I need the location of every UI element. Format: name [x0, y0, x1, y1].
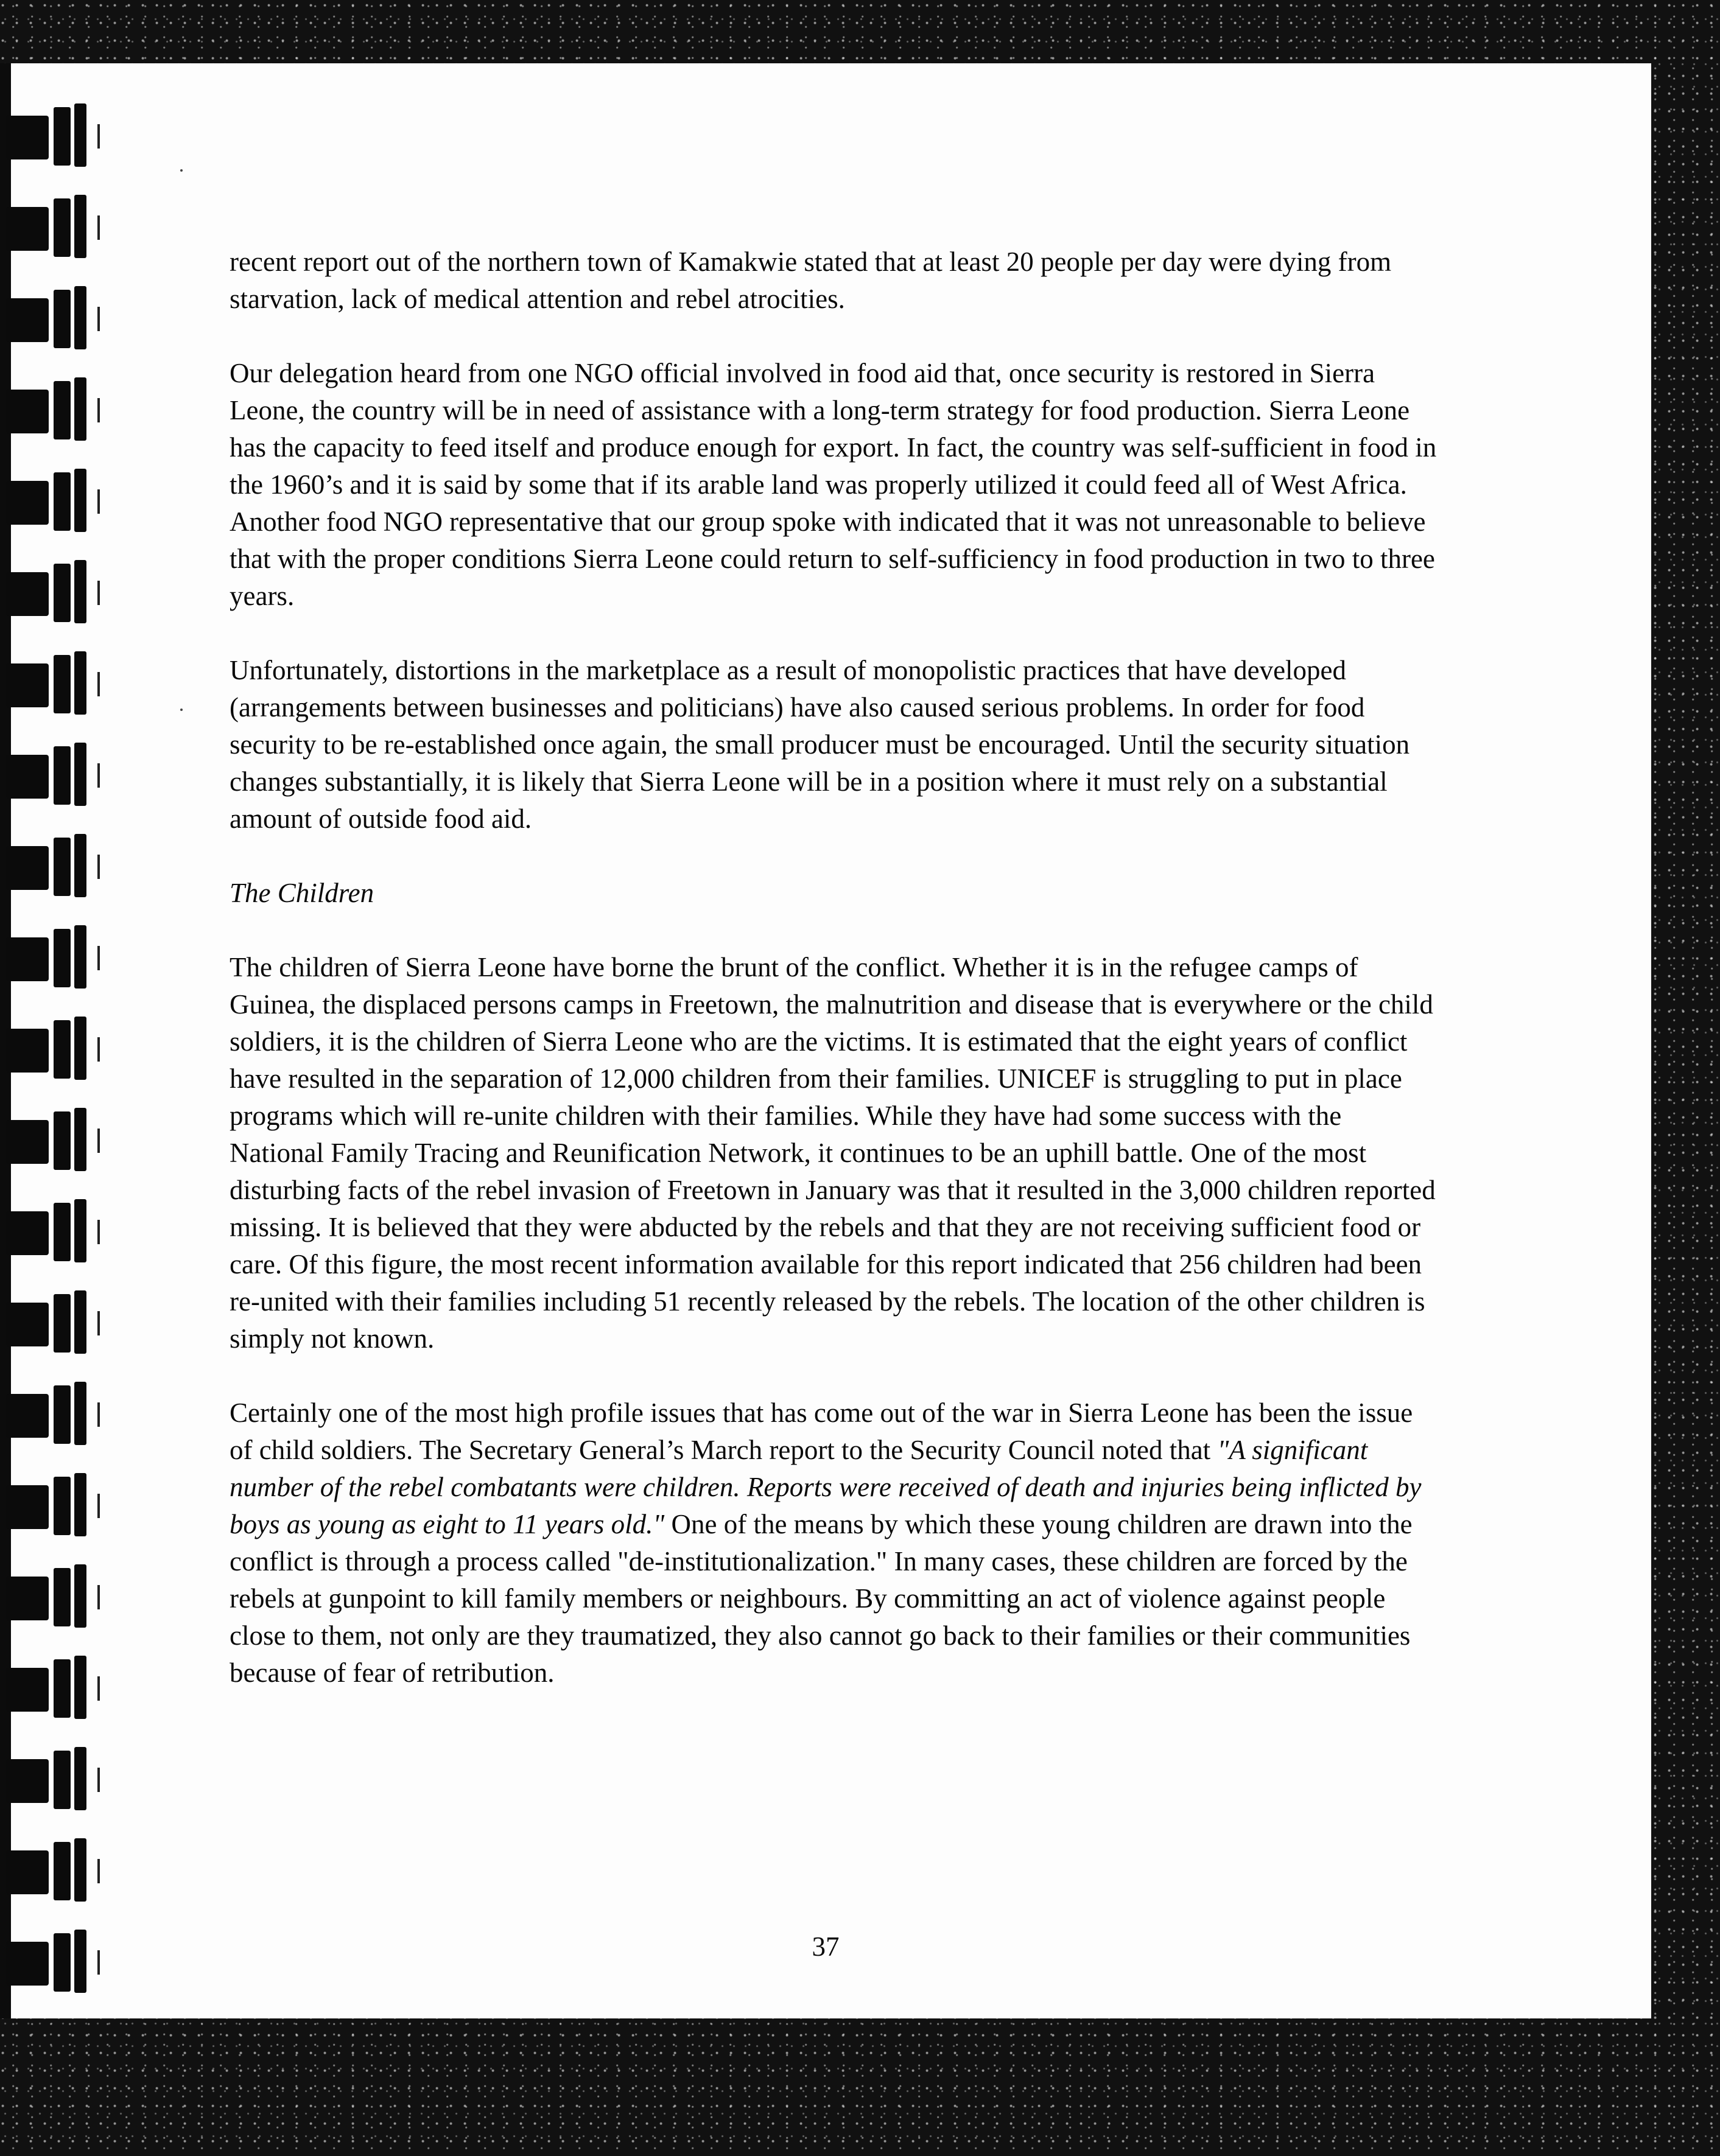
binding-ring-part: [97, 1311, 100, 1335]
binding-ring-part: [97, 672, 100, 696]
binding-ring-part: [97, 1950, 100, 1975]
binding-ring-part: [97, 763, 100, 788]
binding-ring-part: [54, 746, 71, 805]
binding-ring-part: [54, 1294, 71, 1353]
binding-ring-part: [74, 1290, 86, 1354]
binding-ring-part: [74, 1108, 86, 1171]
binding-ring: [6, 556, 97, 629]
binding-ring-part: [97, 855, 100, 879]
paragraph-children: The children of Sierra Leone have borne the brunt of the conflict. Whether it is in the refugee camps of Guinea, the displaced persons camps in Freetown, the malnutrition and disease that is everywhere or the child soldiers, it is the children of Sierra Leone who are the victims. It is estimated that the eight years of conflict have resulted in the separation of 12,000 children from their families. UNICEF is struggling to put in place programs which will re-unite children with their families. While they have had some success with the National Family Tracing and Reunification Network, it continues to be an uphill battle. One of the most disturbing facts of the rebel invasion of Freetown in January was that it resulted in the 3,000 children reported missing. It is believed that they were abducted by the rebels and that they are not receiving sufficient food or care. Of this figure, the most recent information available for this report indicated that 256 children had been re-united with their families including 51 recently released by the rebels. The location of the other children is simply not known.: [230, 952, 1436, 1354]
binding-ring-part: [6, 755, 49, 799]
binding-ring-part: [97, 398, 100, 422]
binding-ring: [6, 1926, 97, 1999]
binding-ring-part: [6, 1577, 49, 1620]
binding-ring-part: [97, 1494, 100, 1518]
binding-ring-part: [6, 1759, 49, 1803]
binding-ring-part: [97, 215, 100, 240]
binding-ring: [6, 739, 97, 812]
binding-ring-part: [6, 937, 49, 981]
stray-mark: [180, 709, 183, 711]
binding-ring-part: [54, 564, 71, 622]
binding-ring-part: [97, 1859, 100, 1883]
paragraph-kamakwie-report: recent report out of the northern town of Kamakwie stated that at least 20 people per day were dying from starvation, lack of medical attention and rebel atrocities.: [230, 247, 1392, 314]
binding-ring-part: [54, 1568, 71, 1626]
binding-ring: [6, 1652, 97, 1725]
binding-ring-part: [74, 377, 86, 441]
binding-ring: [6, 1104, 97, 1177]
binding-ring-part: [54, 1203, 71, 1261]
binding-ring-part: [6, 1303, 49, 1346]
binding-ring-part: [74, 1473, 86, 1536]
binding-ring-part: [54, 929, 71, 987]
binding-ring-part: [74, 925, 86, 989]
binding-ring-part: [54, 1020, 71, 1079]
binding-ring-part: [6, 572, 49, 616]
binding-ring-part: [97, 124, 100, 149]
binding-ring-part: [74, 1564, 86, 1628]
binding-ring-part: [74, 1838, 86, 1902]
binding-ring-part: [54, 1477, 71, 1535]
binding-ring-part: [97, 581, 100, 605]
binding-ring-part: [97, 1768, 100, 1792]
binding-ring-part: [54, 198, 71, 257]
paragraph-food-production: Our delegation heard from one NGO official involved in food aid that, once security is restored in Sierra Leone, the country will be in need of assistance with a long-term strategy for food production. Sierra Leone has the capacity to feed itself and produce enough for export. In fact, the country was self-sufficient in food in the 1960’s and it is said by some that if its arable land was properly utilized it could feed all of West Africa. Another food NGO representative that our group spoke with indicated that it was not unreasonable to believe that with the proper conditions Sierra Leone could return to self-sufficiency in food production in two to three years.: [230, 358, 1437, 611]
binding-ring: [6, 1469, 97, 1542]
binding-ring-part: [6, 390, 49, 433]
binding-ring-part: [54, 290, 71, 348]
binding-ring-part: [54, 655, 71, 713]
section-heading: The Children: [230, 878, 374, 908]
binding-ring-part: [97, 489, 100, 514]
binding-ring: [6, 100, 97, 173]
binding-ring-part: [6, 207, 49, 251]
binding-ring: [6, 922, 97, 995]
page-number: 37: [812, 1931, 840, 1962]
binding-ring: [6, 1287, 97, 1360]
binding-ring-part: [54, 1751, 71, 1809]
stray-mark: [180, 169, 183, 172]
secretary-general-quote: "A significant number of the rebel combatants were children. Reports were received of death and injuries being inflicted by boys as young as eight to 11 years old.": [230, 1435, 1422, 1539]
soldiers-text-before-quote: Certainly one of the most high profile issues that has come out of the war in Sierra Leone has been the issue of child soldiers. The Secretary General’s March report to the Security Council noted that: [230, 1398, 1413, 1465]
binding-ring-part: [97, 1037, 100, 1062]
binding-ring-part: [6, 1668, 49, 1712]
binding-ring-part: [74, 834, 86, 897]
binding-ring-part: [97, 307, 100, 331]
binding-ring: [6, 1195, 97, 1269]
binding-ring-part: [6, 1485, 49, 1529]
binding-ring: [6, 191, 97, 264]
binding-ring-part: [6, 481, 49, 525]
binding-ring-part: [97, 1585, 100, 1609]
binding-ring-part: [54, 1842, 71, 1900]
binding-ring-part: [97, 1676, 100, 1701]
binding-ring-part: [6, 1942, 49, 1986]
binding-ring-part: [54, 472, 71, 531]
binding-ring-part: [6, 1394, 49, 1438]
binding-ring-part: [74, 286, 86, 349]
binding-ring-part: [6, 116, 49, 159]
binding-ring-part: [6, 1120, 49, 1164]
binding-ring-part: [74, 1747, 86, 1810]
binding-ring-part: [97, 1129, 100, 1153]
binding-ring: [6, 374, 97, 447]
binding-ring-part: [54, 838, 71, 896]
binding-ring-part: [74, 1199, 86, 1262]
binding-ring-part: [54, 381, 71, 439]
soldiers-text-after-quote: One of the means by which these young children are drawn into the conflict is through a process called "de-institutionalization." In many cases, these children are forced by the rebels at gunpoint to kill family members or neighbours. By committing an act of violence against people close to them, not only are they traumatized, they also cannot go back to their families or their communities because of fear of retribution.: [230, 1509, 1413, 1688]
binding-ring-part: [6, 846, 49, 890]
binding-ring-part: [74, 651, 86, 715]
binding-ring: [6, 465, 97, 538]
binding-ring-part: [74, 1656, 86, 1719]
binding-ring-part: [54, 107, 71, 166]
binding-ring-part: [97, 1402, 100, 1427]
binding-ring: [6, 1743, 97, 1816]
document-body: [230, 243, 1441, 1729]
binding-ring: [6, 282, 97, 355]
binding-ring-part: [54, 1659, 71, 1718]
binding-ring-part: [97, 946, 100, 970]
binding-ring-part: [74, 195, 86, 258]
binding-ring: [6, 1835, 97, 1908]
binding-ring: [6, 1013, 97, 1086]
binding-ring-part: [6, 1029, 49, 1073]
binding-ring-part: [6, 1850, 49, 1894]
binding-ring-part: [6, 663, 49, 707]
binding-ring-part: [54, 1111, 71, 1170]
paragraph-market-distortions: Unfortunately, distortions in the marketplace as a result of monopolistic practices that have developed (arrangements between businesses and politicians) have also caused serious problems. In order for food security to be re-established once again, the small producer must be encouraged. Until the security situation changes substantially, it is likely that Sierra Leone will be in a position where it must rely on a substantial amount of outside food aid.: [230, 655, 1410, 834]
binding-ring-part: [54, 1933, 71, 1992]
binding-ring-part: [6, 298, 49, 342]
binding-ring: [6, 830, 97, 903]
binding-ring: [6, 1561, 97, 1634]
binding-ring-part: [74, 1382, 86, 1445]
binding-ring-part: [74, 469, 86, 532]
binding-ring-part: [74, 103, 86, 167]
binding-ring-part: [74, 1017, 86, 1080]
binding-ring-part: [97, 1220, 100, 1244]
binding-ring-part: [54, 1385, 71, 1444]
paragraph-child-soldiers: [230, 1395, 1441, 1692]
binding-ring-part: [6, 1211, 49, 1255]
binding-ring: [6, 1378, 97, 1451]
binding-ring: [6, 648, 97, 721]
binding-ring-part: [74, 1930, 86, 1993]
binding-ring-part: [74, 560, 86, 623]
binding-ring-part: [74, 743, 86, 806]
spiral-binding: [0, 63, 122, 2018]
